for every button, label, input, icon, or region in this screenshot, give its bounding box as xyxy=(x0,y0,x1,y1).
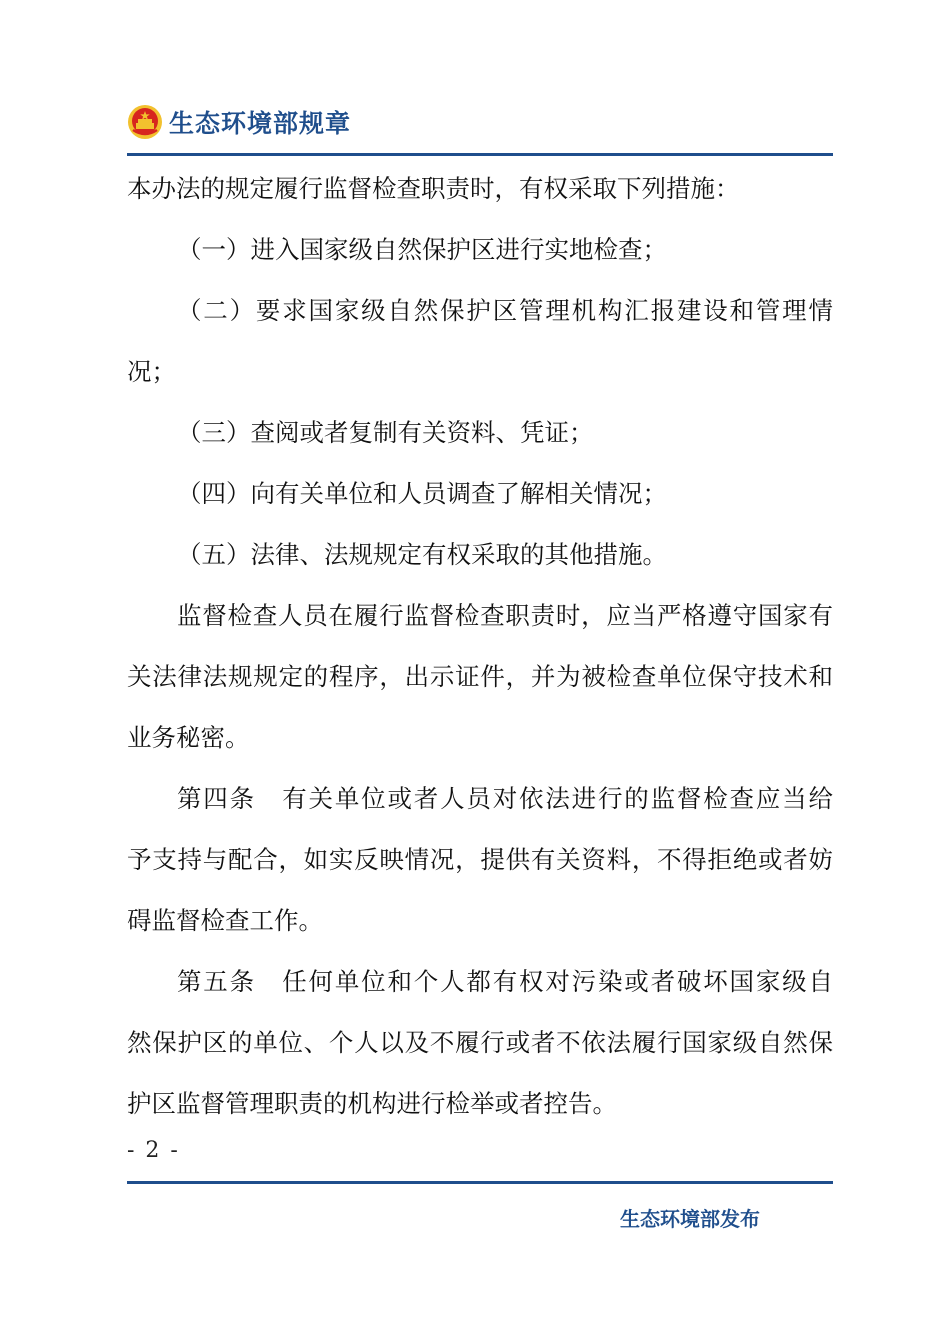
national-emblem-icon xyxy=(127,104,163,140)
body-line: （三）查阅或者复制有关资料、凭证； xyxy=(177,418,594,447)
footer-publisher: 生态环境部发布 xyxy=(620,1207,760,1231)
body-line: （四）向有关单位和人员调查了解相关情况； xyxy=(177,479,667,508)
body-line: 监督检查人员在履行监督检查职责时，应当严格遵守国家有 xyxy=(177,601,833,630)
body-line: 业务秘密。 xyxy=(127,723,250,752)
page-number: - 2 - xyxy=(127,1138,180,1163)
body-line: 本办法的规定履行监督检查职责时，有权采取下列措施： xyxy=(127,174,740,203)
body-line: 第五条 任何单位和个人都有权对污染或者破坏国家级自 xyxy=(177,967,833,996)
body-line: 予支持与配合，如实反映情况，提供有关资料，不得拒绝或者妨 xyxy=(127,845,833,874)
body-line: 然保护区的单位、个人以及不履行或者不依法履行国家级自然保 xyxy=(127,1028,833,1057)
body-line: （五）法律、法规规定有权采取的其他措施。 xyxy=(177,540,667,569)
body-line: 碍监督检查工作。 xyxy=(127,906,323,935)
header-title: 生态环境部规章 xyxy=(169,109,352,138)
document-body xyxy=(127,158,833,1134)
body-line: （一）进入国家级自然保护区进行实地检查； xyxy=(177,235,667,264)
body-line: 护区监督管理职责的机构进行检举或者控告。 xyxy=(127,1089,617,1118)
body-line: 况； xyxy=(127,357,176,386)
body-line: 第四条 有关单位或者人员对依法进行的监督检查应当给 xyxy=(177,784,833,813)
header-divider xyxy=(127,153,833,156)
body-line: （二）要求国家级自然保护区管理机构汇报建设和管理情 xyxy=(177,296,833,325)
document-header xyxy=(127,100,351,144)
footer-divider xyxy=(127,1181,833,1184)
body-line: 关法律法规规定的程序，出示证件，并为被检查单位保守技术和 xyxy=(127,662,833,691)
